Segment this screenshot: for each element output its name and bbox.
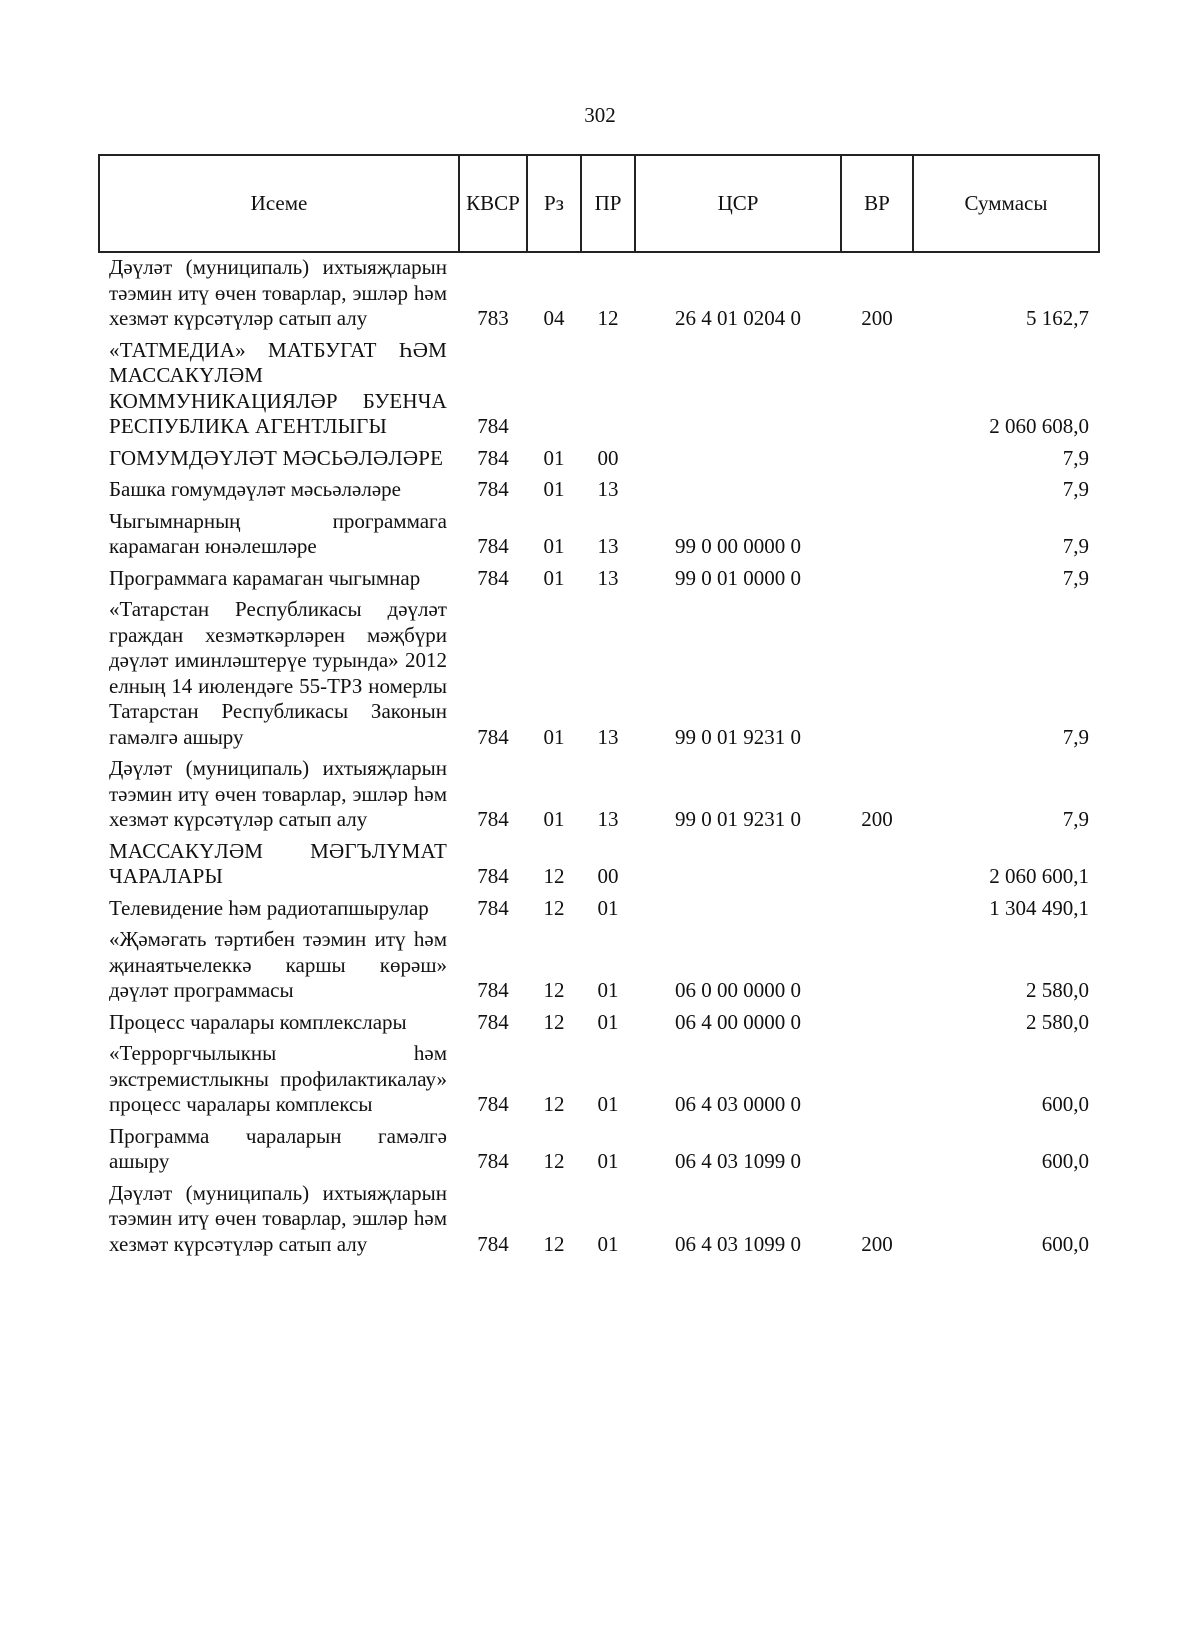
- cell-kvsr: 784: [477, 445, 509, 470]
- cell-sum: 7,9: [1062, 534, 1089, 558]
- table-row: [99, 509, 1099, 566]
- cell-kvsr: 784: [477, 1009, 509, 1034]
- table-row: [99, 1010, 1099, 1042]
- cell-pr: [581, 338, 635, 446]
- cell-rz: 12: [543, 1092, 565, 1116]
- cell-vr: [841, 1041, 913, 1124]
- cell-csr: 06 4 03 1099 0: [675, 1149, 801, 1173]
- table-header: [99, 155, 1099, 252]
- column-header-pr: ПР: [581, 155, 635, 252]
- cell-name: Дәүләт (муниципаль) ихтыяҗларын тәэмин итү өчен товарлар, эшләр һәм хезмәт күрсәтүләр сатып алу: [109, 255, 447, 330]
- cell-rz: 01: [543, 477, 565, 501]
- table-body: [99, 252, 1099, 1263]
- cell-kvsr: 784: [477, 807, 509, 831]
- cell-pr: 01: [597, 1092, 619, 1116]
- cell-rz: 01: [543, 807, 565, 831]
- cell-sum: 2 580,0: [1026, 978, 1089, 1002]
- cell-name: Башка гомумдәүләт мәсьәләләре: [109, 477, 401, 501]
- cell-vr: [841, 597, 913, 756]
- cell-kvsr: 783: [477, 306, 509, 330]
- cell-pr: 13: [597, 534, 619, 558]
- column-header-vr: ВР: [841, 155, 913, 252]
- cell-name: Чыгымнарның программага карамаган юнәлешләре: [109, 508, 447, 558]
- cell-name: Дәүләт (муниципаль) ихтыяҗларын тәэмин итү өчен товарлар, эшләр һәм хезмәт күрсәтүләр сатып алу: [109, 1180, 447, 1256]
- cell-csr: [635, 338, 841, 446]
- cell-csr: [635, 896, 841, 928]
- cell-sum: 7,9: [1062, 724, 1089, 749]
- table-row: [99, 252, 1099, 338]
- cell-pr: 13: [597, 565, 619, 590]
- cell-name: «Татарстан Республикасы дәүләт граждан хезмәткәрләрен мәҗбүри дәүләт иминләштерүе турында» 2012 елның 14 июлендәге 55-ТРЗ номерлы Татарстан Республикасы Законын гамәлгә ашыру: [109, 597, 447, 749]
- cell-kvsr: 784: [477, 565, 509, 590]
- cell-csr: 99 0 00 0000 0: [675, 534, 801, 558]
- cell-kvsr: 784: [477, 477, 509, 501]
- cell-vr: [841, 1010, 913, 1042]
- cell-pr: 13: [597, 724, 619, 749]
- cell-vr: [841, 509, 913, 566]
- table-row: [99, 756, 1099, 839]
- cell-rz: 12: [543, 1009, 565, 1034]
- cell-sum: 5 162,7: [1026, 306, 1089, 330]
- cell-sum: 7,9: [1062, 807, 1089, 831]
- cell-vr: [841, 896, 913, 928]
- cell-name: Процесс чаралары комплекслары: [109, 1009, 407, 1034]
- cell-rz: 01: [543, 724, 565, 749]
- cell-name: Дәүләт (муниципаль) ихтыяҗларын тәэмин итү өчен товарлар, эшләр һәм хезмәт күрсәтүләр сатып алу: [109, 756, 447, 831]
- table-row: [99, 839, 1099, 896]
- cell-kvsr: 784: [477, 414, 509, 438]
- cell-name: «Терроргчылыкны һәм экстремистлыкны профилактикалау» процесс чаралары комплексы: [109, 1041, 447, 1116]
- cell-vr: [841, 927, 913, 1010]
- cell-kvsr: 784: [477, 534, 509, 558]
- cell-vr: 200: [861, 1231, 893, 1256]
- cell-kvsr: 784: [477, 724, 509, 749]
- table-row: [99, 927, 1099, 1010]
- cell-pr: 01: [597, 978, 619, 1002]
- cell-pr: 13: [597, 807, 619, 831]
- table-row: [99, 1041, 1099, 1124]
- cell-kvsr: 784: [477, 1149, 509, 1173]
- column-header-csr: ЦСР: [635, 155, 841, 252]
- cell-rz: 12: [543, 1231, 565, 1256]
- cell-vr: [841, 338, 913, 446]
- cell-pr: 01: [597, 1231, 619, 1256]
- column-header-sum: Суммасы: [913, 155, 1099, 252]
- cell-vr: 200: [861, 807, 893, 831]
- table-row: [99, 446, 1099, 478]
- cell-pr: 01: [597, 895, 619, 920]
- cell-name: ГОМУМДӘҮЛӘТ МӘСЬӘЛӘЛӘРЕ: [109, 445, 444, 470]
- cell-vr: [841, 446, 913, 478]
- cell-pr: 13: [597, 477, 619, 501]
- table-row: [99, 597, 1099, 756]
- cell-name: «Җәмәгать тәртибен тәэмин итү һәм җинаятьчелеккә каршы көрәш» дәүләт программасы: [109, 927, 447, 1002]
- table-row: [99, 477, 1099, 509]
- cell-csr: 06 4 00 0000 0: [675, 1009, 801, 1034]
- cell-csr: 99 0 01 0000 0: [675, 565, 801, 590]
- cell-vr: [841, 566, 913, 598]
- cell-csr: 99 0 01 9231 0: [675, 807, 801, 831]
- cell-rz: 12: [543, 1149, 565, 1173]
- cell-kvsr: 784: [477, 895, 509, 920]
- column-header-rz: Рз: [527, 155, 581, 252]
- cell-pr: 01: [597, 1149, 619, 1173]
- cell-sum: 600,0: [1041, 1092, 1089, 1116]
- cell-rz: 12: [543, 864, 565, 888]
- cell-sum: 1 304 490,1: [989, 895, 1089, 920]
- table-row: [99, 1124, 1099, 1181]
- table-row: [99, 896, 1099, 928]
- cell-rz: 01: [543, 534, 565, 558]
- cell-pr: 01: [597, 1009, 619, 1034]
- cell-pr: 12: [597, 306, 619, 330]
- cell-sum: 7,9: [1062, 565, 1089, 590]
- budget-table: [98, 154, 1100, 1263]
- cell-rz: 01: [543, 565, 565, 590]
- cell-rz: [527, 338, 581, 446]
- cell-sum: 600,0: [1041, 1149, 1089, 1173]
- cell-name: Телевидение һәм радиотапшырулар: [109, 895, 429, 920]
- cell-rz: 01: [543, 445, 565, 470]
- table-row: [99, 1181, 1099, 1264]
- cell-csr: 99 0 01 9231 0: [675, 724, 801, 749]
- cell-sum: 7,9: [1062, 477, 1089, 501]
- cell-vr: [841, 1124, 913, 1181]
- cell-sum: 2 060 600,1: [989, 864, 1089, 888]
- cell-csr: 06 4 03 1099 0: [675, 1231, 801, 1256]
- cell-rz: 04: [543, 306, 565, 330]
- cell-pr: 00: [597, 864, 619, 888]
- cell-sum: 2 060 608,0: [989, 414, 1089, 438]
- cell-name: Программага карамаган чыгымнар: [109, 565, 421, 590]
- page-number: 302: [584, 103, 616, 127]
- table-row: [99, 338, 1099, 446]
- cell-csr: 26 4 01 0204 0: [675, 306, 801, 330]
- table-row: [99, 566, 1099, 598]
- column-header-kvsr: КВСР: [459, 155, 527, 252]
- cell-csr: 06 4 03 0000 0: [675, 1092, 801, 1116]
- cell-name: МАССАКҮЛӘМ МӘГЪЛҮМАТ ЧАРАЛАРЫ: [109, 838, 447, 888]
- cell-sum: 7,9: [1062, 445, 1089, 470]
- cell-name: «ТАТМЕДИА» МАТБУГАТ ҺӘМ МАССАКҮЛӘМ КОММУНИКАЦИЯЛӘР БУЕНЧА РЕСПУБЛИКА АГЕНТЛЫГЫ: [109, 337, 447, 438]
- cell-kvsr: 784: [477, 1231, 509, 1256]
- cell-kvsr: 784: [477, 1092, 509, 1116]
- cell-csr: [635, 446, 841, 478]
- cell-kvsr: 784: [477, 978, 509, 1002]
- cell-rz: 12: [543, 895, 565, 920]
- cell-csr: [635, 839, 841, 896]
- cell-rz: 12: [543, 978, 565, 1002]
- cell-vr: [841, 477, 913, 509]
- cell-sum: 2 580,0: [1026, 1009, 1089, 1034]
- cell-vr: [841, 839, 913, 896]
- column-header-name: Исеме: [99, 155, 459, 252]
- cell-sum: 600,0: [1041, 1231, 1089, 1256]
- cell-pr: 00: [597, 445, 619, 470]
- cell-name: Программа чараларын гамәлгә ашыру: [109, 1123, 447, 1173]
- cell-csr: 06 0 00 0000 0: [675, 978, 801, 1002]
- cell-kvsr: 784: [477, 864, 509, 888]
- cell-csr: [635, 477, 841, 509]
- cell-vr: 200: [861, 306, 893, 330]
